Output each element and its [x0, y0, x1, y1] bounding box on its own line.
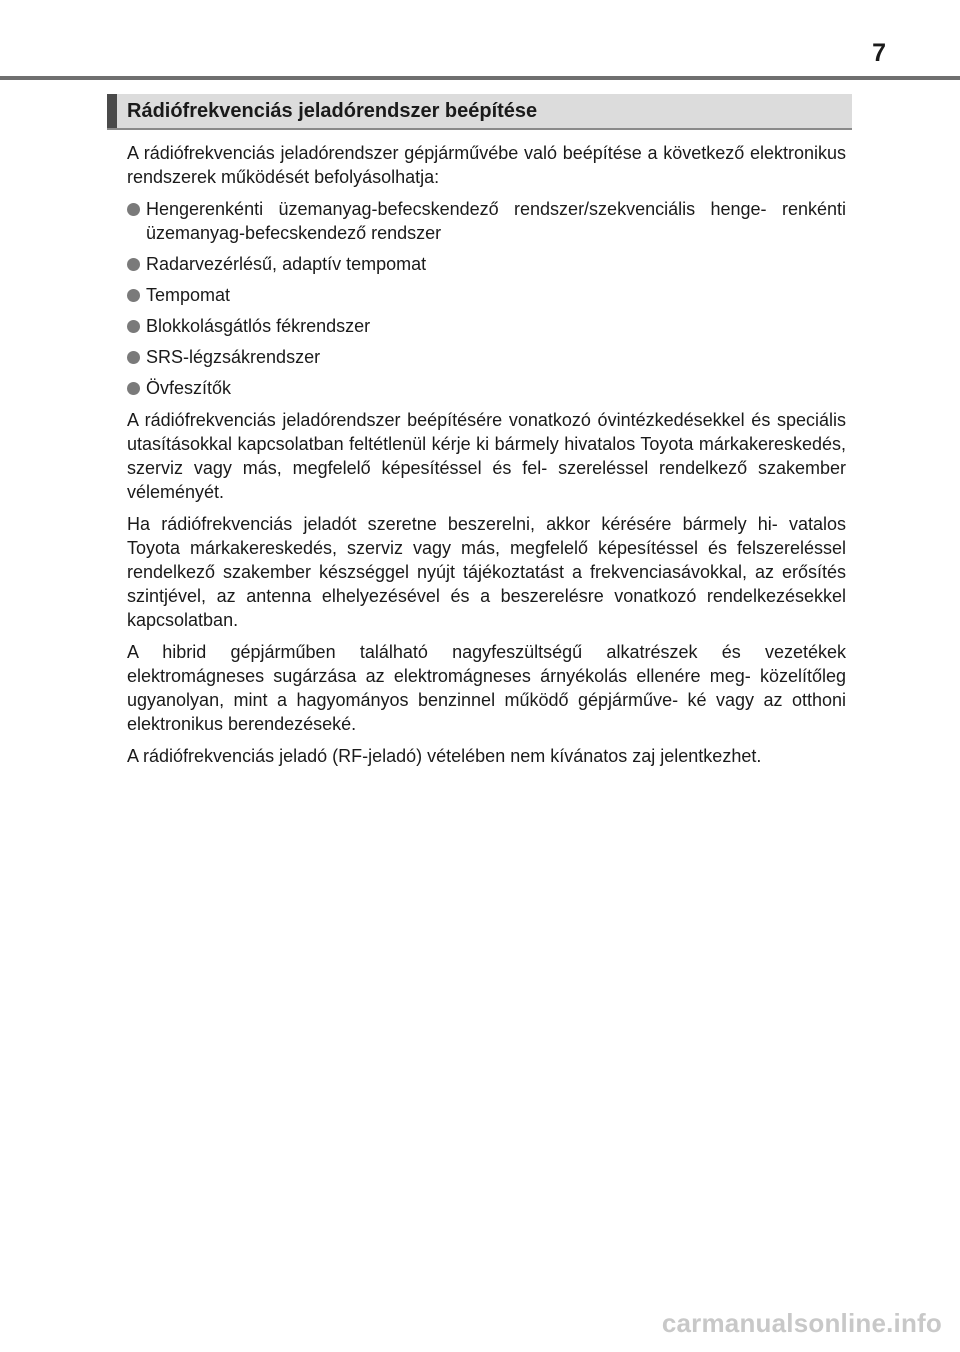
section-header-accent — [107, 94, 117, 128]
list-item-text: Hengerenkénti üzemanyag-befecskendező rendszer/szekvenciális henge- renkénti üzemanyag-befecskendező rendszer — [146, 199, 846, 243]
body-content — [127, 141, 846, 776]
list-item — [127, 252, 846, 276]
precautions-paragraph: A rádiófrekvenciás jeladórendszer beépítésére vonatkozó óvintézkedésekkel és speciális utasításokkal kapcsolatban feltétlenül kérje ki bármely hivatalos Toyota márkakereskedés, szerviz vagy más, megfelelő képesítéssel és fel- szereléssel rendelkező szakember véleményét. — [127, 410, 846, 502]
page-number: 7 — [872, 39, 886, 67]
bullet-icon — [127, 203, 140, 216]
bullet-icon — [127, 382, 140, 395]
installation-paragraph: Ha rádiófrekvenciás jeladót szeretne beszerelni, akkor kérésére bármely hi- vatalos Toyota márkakereskedés, szerviz vagy más, megfelelő képesítéssel és felszereléssel rendelkező szakember készséggel nyújt tájékoztatást a frekvenciasávokkal, az erősítés szintjével, az antenna elhelyezésével és a beszerelésre vonatkozó rendelkezésekkel kapcsolatban. — [127, 514, 846, 630]
bullet-icon — [127, 320, 140, 333]
noise-paragraph: A rádiófrekvenciás jeladó (RF-jeladó) vételében nem kívánatos zaj jelentkezhet. — [127, 746, 762, 766]
list-item-text: Övfeszítők — [146, 378, 232, 398]
list-item — [127, 197, 846, 245]
intro-paragraph: A rádiófrekvenciás jeladórendszer gépjárművébe való beépítése a következő elektronikus rendszerek működését befolyásolhatja: — [127, 143, 846, 187]
list-item-text: Radarvezérlésű, adaptív tempomat — [146, 254, 427, 274]
bullet-icon — [127, 289, 140, 302]
hybrid-radiation-paragraph: A hibrid gépjárműben található nagyfeszültségű alkatrészek és vezetékek elektromágneses sugárzása az elektromágneses árnyékolás ellenére meg- közelítőleg ugyanolyan, mint a hagyományos benzinnel működő gépjárműve- ké vagy az otthoni elektronikus berendezéseké. — [127, 642, 846, 734]
list-item-text: SRS-légzsákrendszer — [146, 347, 321, 367]
section-header — [107, 94, 852, 130]
list-item — [127, 314, 846, 338]
list-item-text: Tempomat — [146, 285, 231, 305]
list-item — [127, 283, 846, 307]
list-item — [127, 345, 846, 369]
list-item — [127, 376, 846, 400]
affected-systems-list — [127, 197, 846, 400]
section-title: Rádiófrekvenciás jeladórendszer beépítése — [127, 100, 538, 122]
list-item-text: Blokkolásgátlós fékrendszer — [146, 316, 371, 336]
bullet-icon — [127, 351, 140, 364]
watermark: carmanualsonline.info — [661, 1308, 942, 1338]
bullet-icon — [127, 258, 140, 271]
header-rule — [0, 76, 960, 80]
